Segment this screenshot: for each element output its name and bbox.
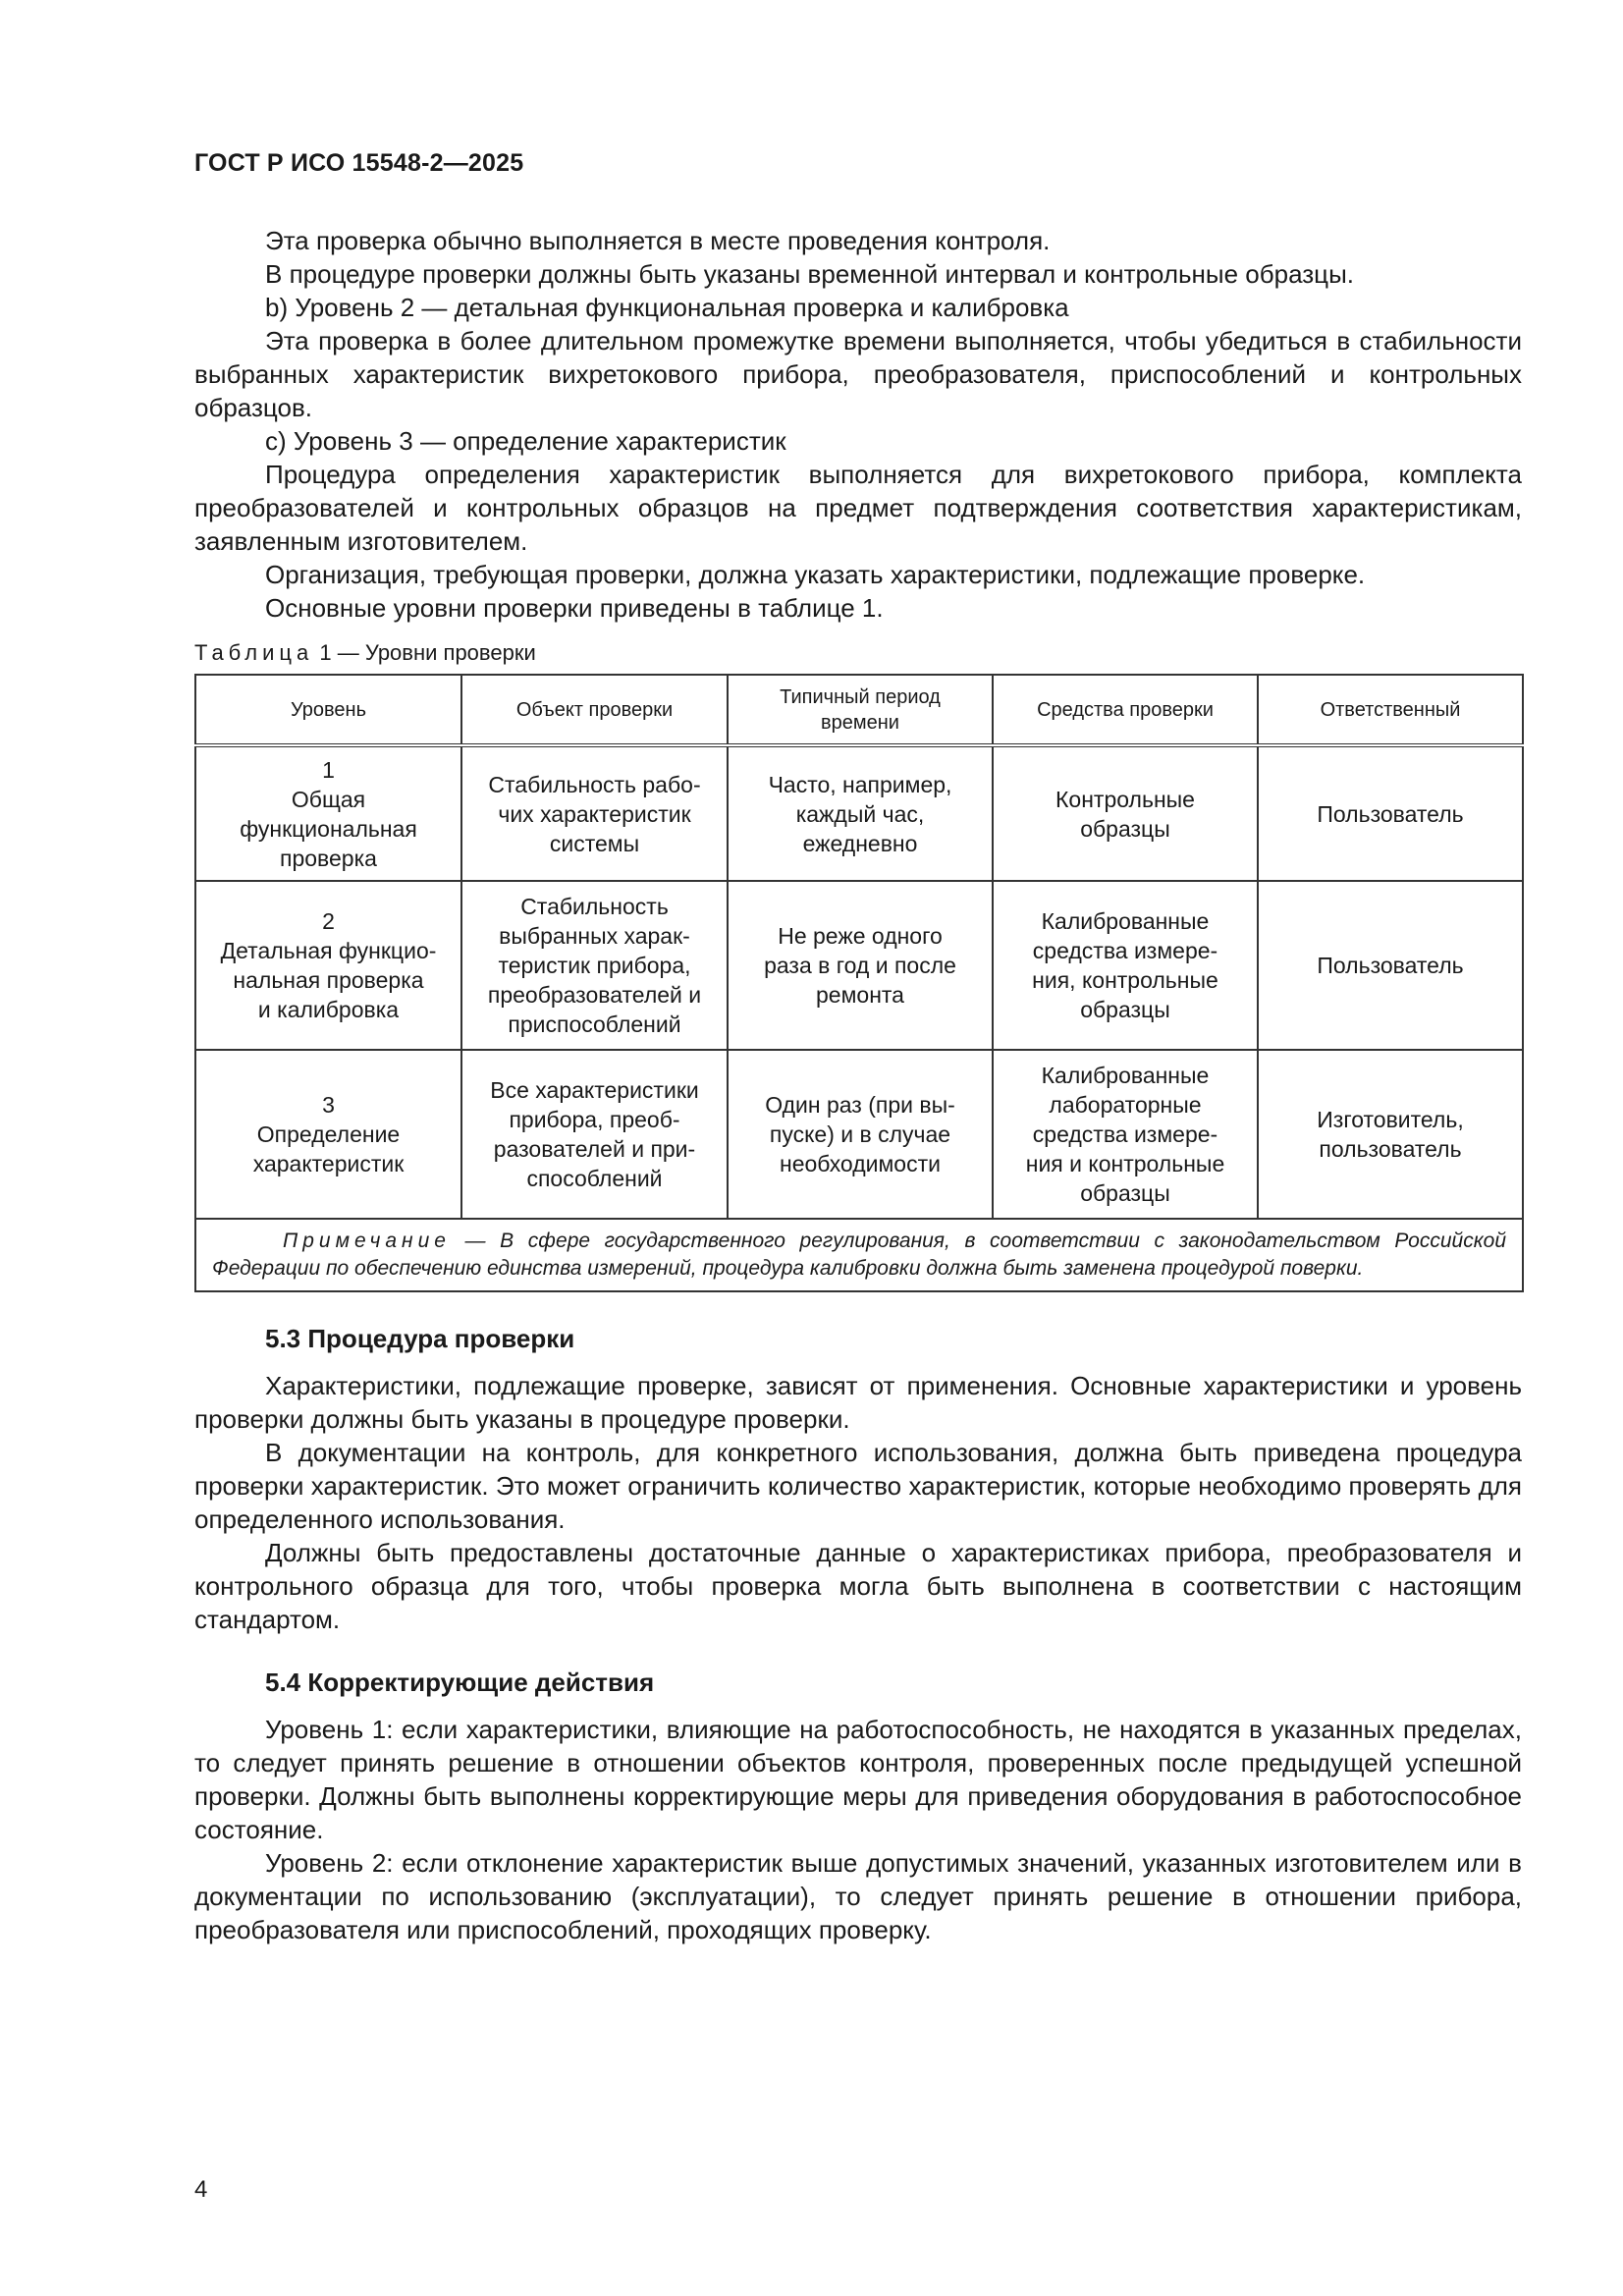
list-item-b: b) Уровень 2 — детальная функциональная проверка и калибровка (265, 293, 1069, 322)
paragraph: Характеристики, подлежащие проверке, зависят от применения. Основные характеристики и уровень проверки должны быть указаны в процедуре проверки. (194, 1371, 1522, 1434)
paragraph: Должны быть предоставлены достаточные данные о характеристиках прибора, преобразователя и контрольного образца для того, чтобы проверка могла быть выполнена в соответствии с настоящим стандартом. (194, 1538, 1522, 1634)
section-heading-5-3: 5.3 Процедура проверки (265, 1324, 575, 1353)
paragraph: Эта проверка обычно выполняется в месте проведения контроля. (265, 226, 1051, 255)
paragraph: Уровень 1: если характеристики, влияющие на работоспособность, не находятся в указанных пределах, то следует принять решение в отношении объектов контроля, проверенных после предыдущей успешной проверки. Должны быть выполнены корректирующие меры для приведения оборудования в работоспособное состояние. (194, 1715, 1522, 1844)
paragraph: Основные уровни проверки приведены в таблице 1. (265, 593, 884, 623)
column-header: Уровень (195, 675, 461, 745)
table-row (195, 745, 1523, 881)
note-text: — В сфере государственного регулирования, в соответствии с законодательством Российской Федерации по обеспечению единства измерений, процедура калибровки должна быть заменена процедурой поверки. (212, 1230, 1506, 1280)
table-caption-title: 1 — Уровни проверки (313, 640, 536, 665)
table-cell: Контрольные образцы (993, 745, 1258, 881)
paragraph: В процедуре проверки должны быть указаны временной интервал и контрольные образцы. (265, 259, 1354, 289)
table-cell: 2 Детальная функцио- нальная проверка и калибровка (195, 881, 461, 1050)
document-header: ГОСТ Р ИСО 15548-2—2025 (194, 149, 524, 177)
table-cell: Не реже одного раза в год и после ремонта (728, 881, 993, 1050)
paragraph: Процедура определения характеристик выполняется для вихретокового прибора, комплекта преобразователей и контрольных образцов на предмет подтверждения соответствия характеристикам, заявленным изготовителем. (194, 460, 1522, 556)
table-cell: Изготовитель, пользователь (1258, 1050, 1523, 1219)
column-header: Типичный период времени (728, 675, 993, 745)
list-item-c: c) Уровень 3 — определение характеристик (265, 426, 786, 456)
section-heading-5-4: 5.4 Корректирующие действия (265, 1667, 655, 1697)
column-header: Объект проверки (461, 675, 728, 745)
note-label: Примечание (283, 1230, 451, 1252)
table-caption-label: Таблица (194, 640, 314, 665)
table-row (195, 1050, 1523, 1219)
table-cell: Пользователь (1258, 881, 1523, 1050)
page-number: 4 (194, 2176, 208, 2203)
table-cell: 3 Определение характеристик (195, 1050, 461, 1219)
table-note (195, 1219, 1523, 1291)
paragraph: Уровень 2: если отклонение характеристик выше допустимых значений, указанных изготовителем или в документации по использованию (эксплуатации), то следует принять решение в отношении прибора, преобразователя или приспособлений, проходящих проверку. (194, 1848, 1522, 1944)
paragraph: Эта проверка в более длительном промежутке времени выполняется, чтобы убедиться в стабильности выбранных характеристик вихретокового прибора, преобразователя, приспособлений и контрольных образцов. (194, 326, 1522, 422)
column-header: Ответственный (1258, 675, 1523, 745)
table-cell: Часто, например, каждый час, ежедневно (728, 745, 993, 881)
table-note-row (195, 1219, 1523, 1291)
page-content (194, 224, 1522, 1946)
table-cell: 1 Общая функциональная проверка (195, 745, 461, 881)
column-header: Средства проверки (993, 675, 1258, 745)
paragraph: В документации на контроль, для конкретного использования, должна быть приведена процедура проверки характеристик. Это может ограничить количество характеристик, которые необходимо проверять для определенного использования. (194, 1438, 1522, 1534)
table-cell: Все характеристики прибора, преоб- разователей и при- способлений (461, 1050, 728, 1219)
table-cell: Стабильность рабо- чих характеристик системы (461, 745, 728, 881)
table-row (195, 881, 1523, 1050)
table-header-row (195, 675, 1523, 745)
table-cell: Стабильность выбранных харак- теристик прибора, преобразователей и приспособлений (461, 881, 728, 1050)
table-cell: Калиброванные лабораторные средства измере- ния и контрольные образцы (993, 1050, 1258, 1219)
table-cell: Пользователь (1258, 745, 1523, 881)
verification-levels-table (194, 674, 1524, 1292)
table-caption (194, 638, 1522, 668)
table-cell: Калиброванные средства измере- ния, контрольные образцы (993, 881, 1258, 1050)
paragraph: Организация, требующая проверки, должна указать характеристики, подлежащие проверке. (265, 560, 1366, 589)
table-cell: Один раз (при вы- пуске) и в случае необходимости (728, 1050, 993, 1219)
